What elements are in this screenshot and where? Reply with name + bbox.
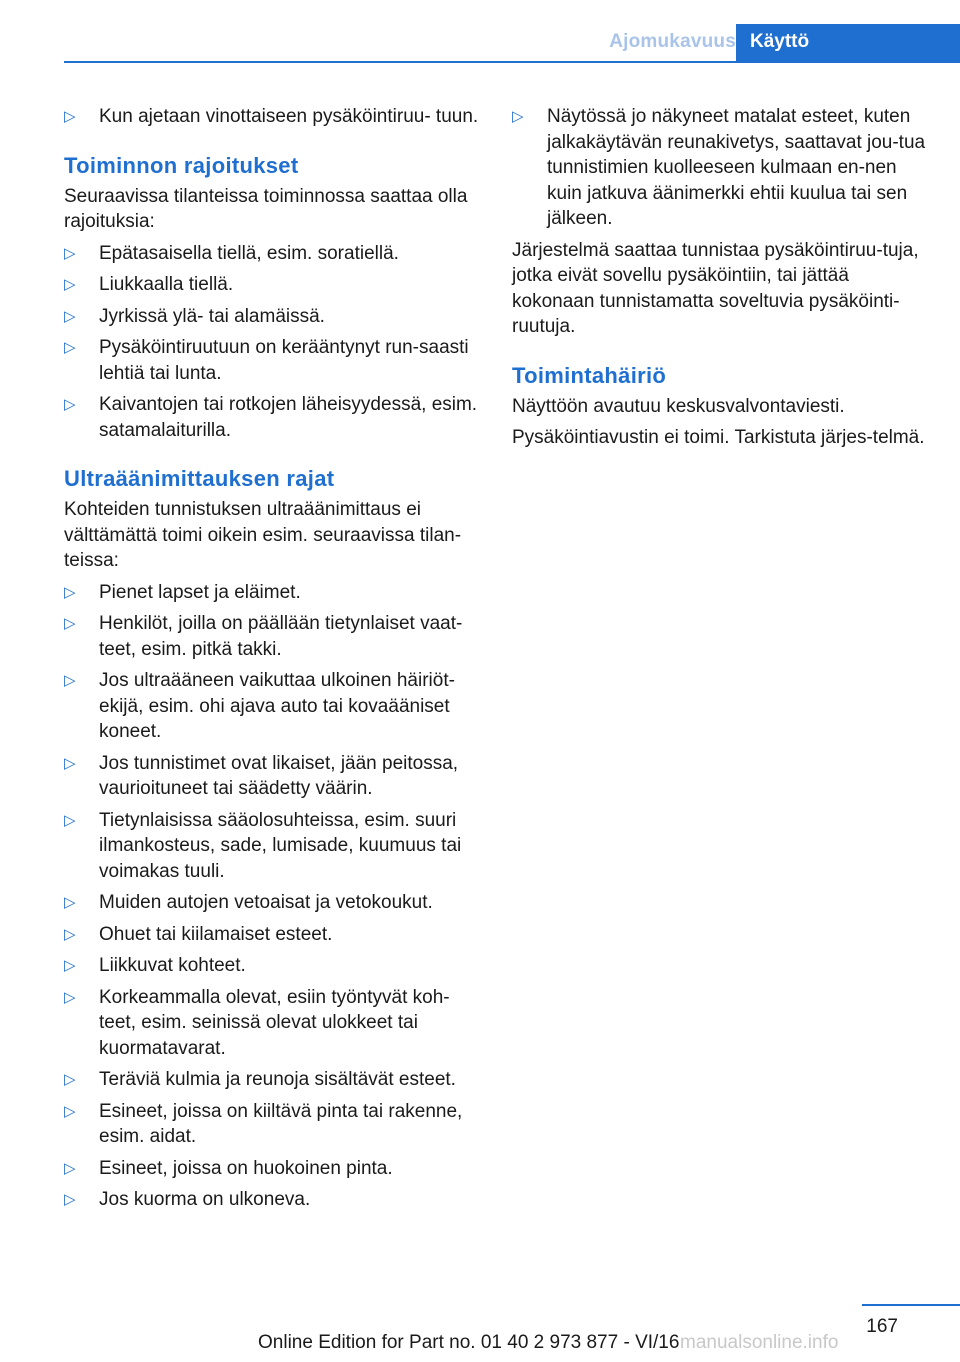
- edition-text: Online Edition for Part no. 01 40 2 973 877 - VI/16: [258, 1332, 680, 1353]
- triangle-bullet-icon: ▷: [64, 244, 76, 262]
- triangle-bullet-icon: ▷: [64, 1159, 76, 1177]
- body-paragraph: Näyttöön avautuu keskusvalvontaviesti.: [512, 395, 845, 417]
- triangle-bullet-icon: ▷: [64, 1191, 76, 1208]
- triangle-bullet-icon: ▷: [64, 672, 76, 689]
- right-column: [512, 104, 932, 457]
- ultrasonic-limits-list: [64, 580, 484, 1213]
- triangle-bullet-icon: ▷: [64, 754, 76, 772]
- left-column: [64, 104, 484, 1219]
- triangle-bullet-icon: ▷: [64, 1071, 76, 1088]
- list-item: ▷ Esineet, joissa on huokoinen pinta.: [64, 1156, 484, 1182]
- triangle-bullet-icon: ▷: [64, 583, 76, 601]
- watermark-text: manualsonline.info: [680, 1332, 839, 1353]
- triangle-bullet-icon: ▷: [64, 811, 76, 829]
- list-item: ▷ Jos kuorma on ulkoneva.: [64, 1187, 484, 1213]
- body-paragraph: Pysäköintiavustin ei toimi. Tarkistuta järjes‐telmä.: [512, 427, 925, 448]
- list-item: ▷ Ohuet tai kiilamaiset esteet.: [64, 922, 484, 948]
- triangle-bullet-icon: ▷: [64, 339, 76, 356]
- list-item: ▷ Muiden autojen vetoaisat ja vetokoukut.: [64, 890, 484, 916]
- triangle-bullet-icon: ▷: [64, 988, 76, 1006]
- triangle-bullet-icon: ▷: [64, 615, 76, 632]
- list-item: ▷ Jos tunnistimet ovat likaiset, jään peitossa, vaurioituneet tai säädetty väärin.: [64, 752, 459, 799]
- list-item: ▷ Kaivantojen tai rotkojen läheisyydessä, esim. satamalaiturilla.: [64, 394, 478, 441]
- list-item: ▷ Epätasaisella tiellä, esim. soratiellä.: [64, 241, 484, 267]
- triangle-bullet-icon: ▷: [64, 307, 76, 325]
- section-heading-limitations: Toiminnon rajoitukset: [64, 152, 299, 178]
- list-item: ▷ Tietynlaisissa sääolosuhteissa, esim. suuri ilmankosteus, sade, lumisade, kuumuus tai voimakas tuuli.: [64, 809, 462, 882]
- triangle-bullet-icon: ▷: [64, 108, 76, 125]
- body-paragraph: Järjestelmä saattaa tunnistaa pysäköintiruu‐tuja, jotka eivät sovellu pysäköintiin, tai jättää kokonaan tunnistamatta soveltuvia pysäköinti‐ruutuja.: [512, 239, 919, 337]
- list-item: ▷ Liukkaalla tiellä.: [64, 272, 484, 298]
- section-heading-ultrasonic: Ultraäänimittauksen rajat: [64, 466, 335, 491]
- page-header: [0, 24, 960, 62]
- section-intro-text: Kohteiden tunnistuksen ultraäänimittaus ei välttämättä toimi oikein esim. seuraavissa tilan‐teissa:: [64, 499, 462, 571]
- list-item: ▷ Liikkuvat kohteet.: [64, 953, 484, 979]
- section-heading-malfunction: Toimintahäiriö: [512, 362, 667, 388]
- triangle-bullet-icon: ▷: [64, 894, 76, 911]
- triangle-bullet-icon: ▷: [64, 396, 76, 413]
- list-item: ▷ Jos ultraääneen vaikuttaa ulkoinen häiriöt‐ekijä, esim. ohi ajava auto tai kovaääniset koneet.: [64, 670, 455, 742]
- list-item: ▷ Kun ajetaan vinottaiseen pysäköintiruu‐ tuun.: [64, 104, 484, 130]
- header-chapter-tab: Käyttö: [736, 24, 960, 62]
- intro-list-left: [64, 104, 484, 130]
- intro-list-right: [512, 104, 932, 232]
- triangle-bullet-icon: ▷: [64, 276, 76, 293]
- footer-rule: [862, 1304, 960, 1306]
- list-item: ▷ Esineet, joissa on kiiltävä pinta tai rakenne, esim. aidat.: [64, 1100, 463, 1147]
- list-item: ▷ Näytössä jo näkyneet matalat esteet, kuten jalkakäytävän reunakivetys, saattavat jou‐tua tunnistimien kuolleeseen kulmaan en‐nen kuin jatkuva äänimerkki ehtii kuulua tai sen jälkeen.: [512, 106, 926, 229]
- list-item: ▷ Pienet lapset ja eläimet.: [64, 580, 484, 606]
- triangle-bullet-icon: ▷: [64, 925, 76, 943]
- triangle-bullet-icon: ▷: [64, 957, 76, 974]
- header-section-title: Ajomukavuus: [609, 31, 736, 52]
- list-item: ▷ Henkilöt, joilla on päällään tietynlaiset vaat‐teet, esim. pitkä takki.: [64, 613, 463, 660]
- section-intro-text: Seuraavissa tilanteissa toiminnossa saattaa olla rajoituksia:: [64, 185, 468, 232]
- triangle-bullet-icon: ▷: [512, 108, 524, 125]
- list-item: ▷ Pysäköintiruutuun on kerääntynyt run‐saasti lehtiä tai lunta.: [64, 337, 469, 384]
- limitations-list: [64, 241, 484, 444]
- triangle-bullet-icon: ▷: [64, 1102, 76, 1120]
- list-item: ▷ Jyrkissä ylä- tai alamäissä.: [64, 304, 484, 330]
- list-item: ▷ Teräviä kulmia ja reunoja sisältävät esteet.: [64, 1067, 484, 1093]
- page-number: 167: [866, 1316, 898, 1337]
- list-item: ▷ Korkeammalla olevat, esiin työntyvät koh‐teet, esim. seinissä olevat ulokkeet tai kuormatavarat.: [64, 986, 450, 1059]
- header-rule: [64, 61, 960, 63]
